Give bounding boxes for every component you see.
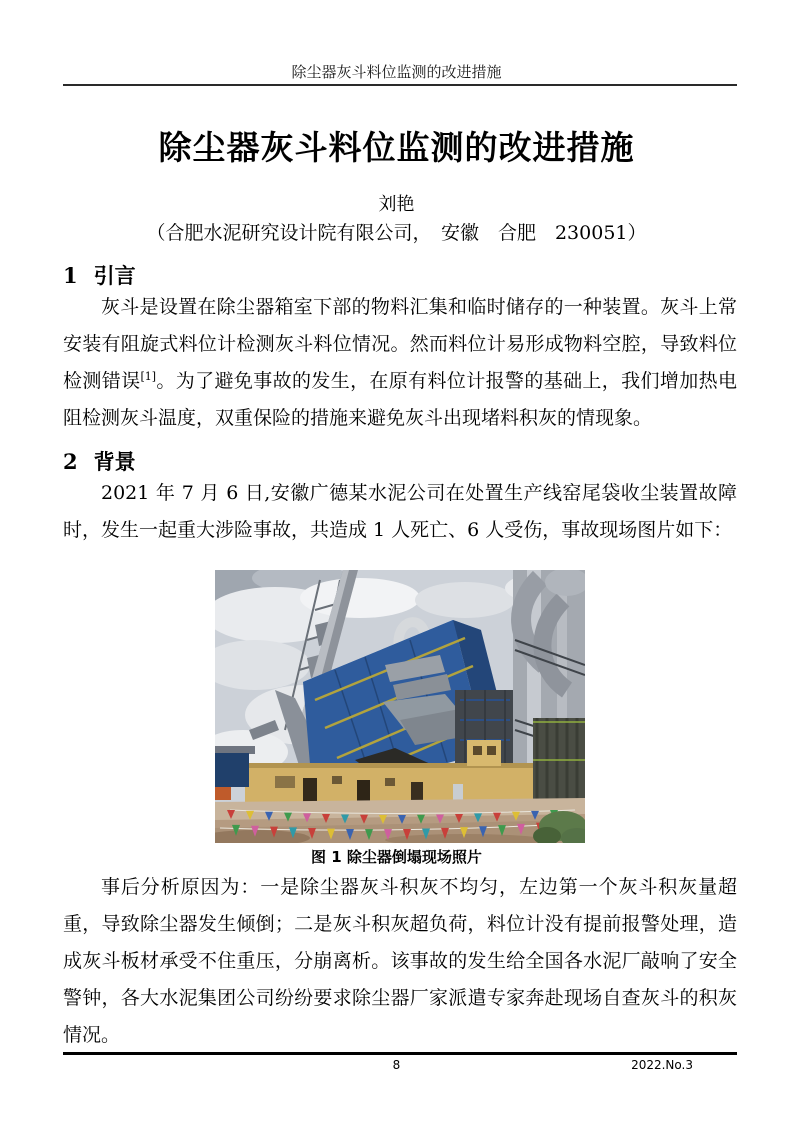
footer-rule — [63, 1052, 737, 1055]
figure1-caption: 图 1 除尘器倒塌现场照片 — [311, 848, 482, 866]
author-affiliation: （合肥水泥研究设计院有限公司， 安徽 合肥 230051） — [146, 222, 647, 244]
page-number: 8 — [392, 1058, 401, 1072]
section-heading-introduction — [63, 260, 136, 290]
section-number: 1 — [63, 263, 78, 288]
author-name: 刘艳 — [378, 194, 415, 215]
figure1-photo — [215, 570, 585, 843]
section-number: 2 — [63, 449, 78, 474]
paragraph-text: 。为了避免事故的发生，在原有料位计报警的基础上，我们增加热电阻检测灰斗温度，双重保险的措施来避免灰斗出现堵料积灰的情现象。 — [63, 370, 737, 429]
section-label: 引言 — [93, 264, 136, 288]
journal-issue: 2022.No.3 — [631, 1058, 693, 1072]
paragraph-accident-analysis: 事后分析原因为：一是除尘器灰斗积灰不均匀，左边第一个灰斗积灰量超重，导致除尘器发生倾倒；二是灰斗积灰超负荷，料位计没有提前报警处理，造成灰斗板材承受不住重压，分崩离析。该事故的发生给全国各水泥厂敲响了安全警钟，各大水泥集团公司纷纷要求除尘器厂家派遣专家奔赴现场自查灰斗的积灰情况。 — [63, 876, 737, 1046]
header-rule — [63, 84, 737, 86]
paragraph-introduction — [63, 289, 737, 437]
paragraph-background-intro: 2021 年 7 月 6 日,安徽广德某水泥公司在处置生产线窑尾袋收尘装置故障时，发生一起重大涉险事故，共造成 1 人死亡、6 人受伤，事故现场图片如下： — [63, 482, 737, 541]
citation-reference: [1] — [140, 370, 157, 383]
page-header-running-title: 除尘器灰斗料位监测的改进措施 — [291, 63, 502, 81]
article-title: 除尘器灰斗料位监测的改进措施 — [158, 128, 635, 167]
paragraph-text: 灰斗是设置在除尘器箱室下部的物料汇集和临时储存的一种装置。灰斗上常安装有阻旋式料位计检测灰斗料位情况。然而料位计易形成物料空腔，导致料位检测错误 — [63, 296, 737, 392]
section-heading-background — [63, 446, 136, 476]
section-label: 背景 — [93, 450, 136, 474]
collapsed-dust-collector-site-photo — [215, 570, 585, 843]
